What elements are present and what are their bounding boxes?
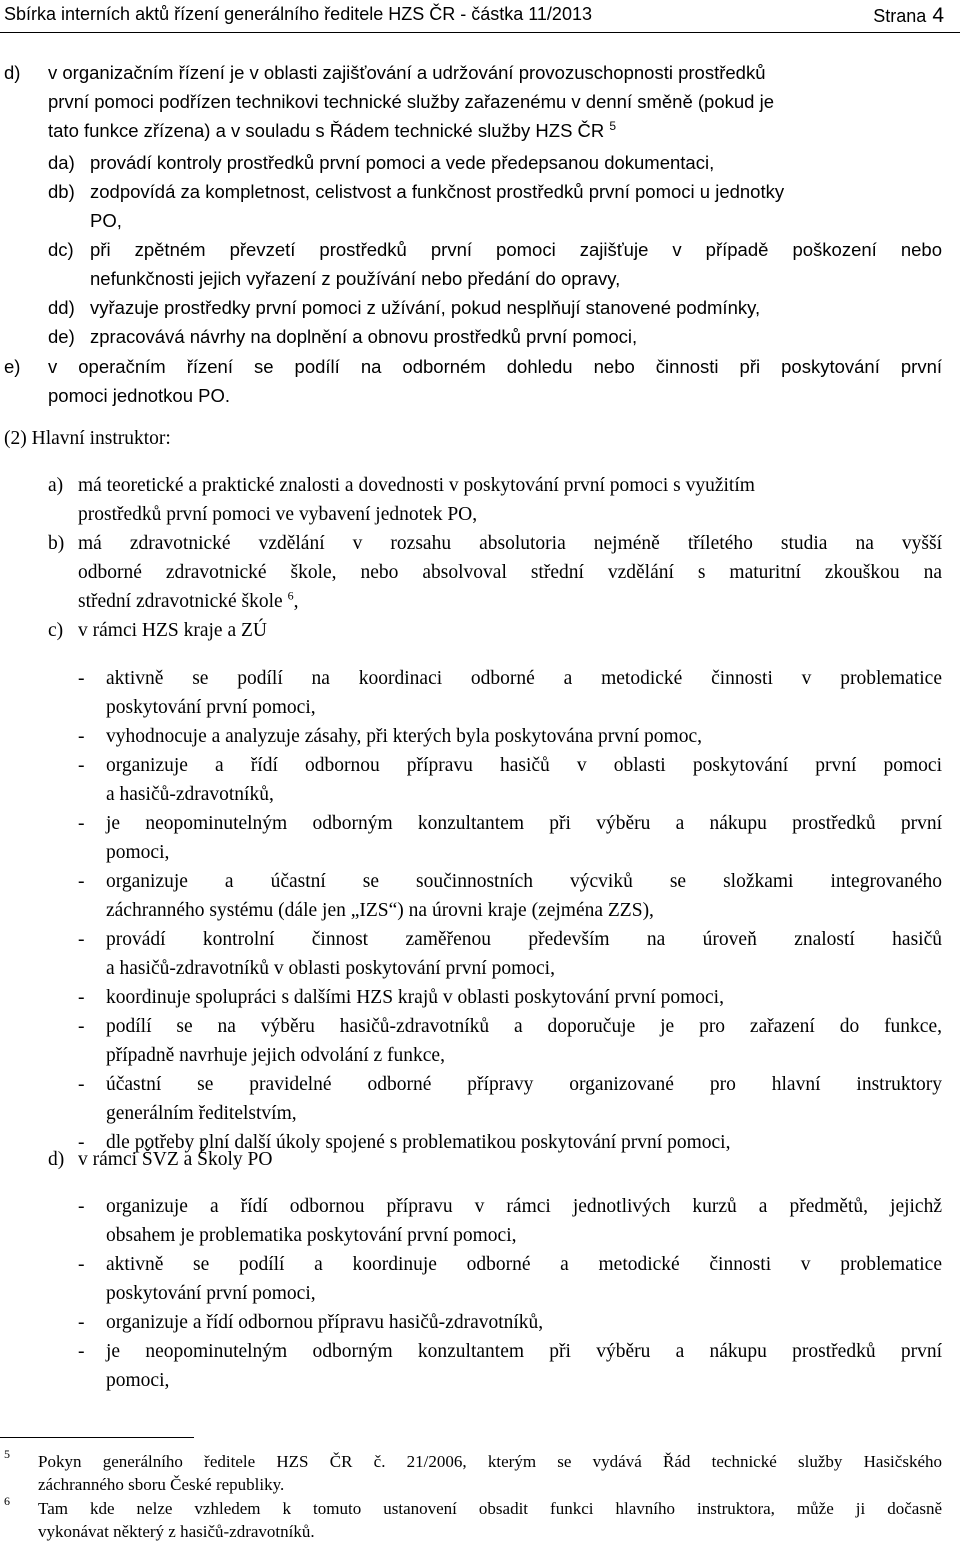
- c-bullet-marker: -: [78, 987, 85, 1008]
- c-bullet-marker: -: [78, 755, 85, 776]
- c-bullet-9-line-1: účastní se pravidelné odborné přípravy organizované pro hlavní instruktory: [106, 1074, 942, 1095]
- d-bullet-4-line-2: pomoci,: [106, 1370, 170, 1391]
- c-bullet-9-line-2: generálním ředitelstvím,: [106, 1103, 297, 1124]
- header-divider: [0, 32, 960, 33]
- page-number: 4: [932, 4, 944, 27]
- document-title: Sbírka interních aktů řízení generálního ředitele HZS ČR - částka 11/2013: [4, 4, 592, 24]
- c-bullet-4-line-2: pomoci,: [106, 842, 170, 863]
- section-2-title: Hlavní instruktor:: [31, 428, 171, 449]
- d-bullet-marker: -: [78, 1254, 85, 1275]
- footnote-divider: [0, 1437, 194, 1438]
- section-2-label: (2): [4, 428, 27, 449]
- footnote-6-line-1: Tam kde nelze vzhledem k tomuto ustanovení obsadit funkci hlavního instruktora, může ji dočasně: [38, 1499, 942, 1518]
- footnote-5-number: 5: [4, 1447, 10, 1461]
- item-de-label: de): [48, 326, 75, 347]
- item-da-label: da): [48, 152, 75, 173]
- c-bullet-marker: -: [78, 871, 85, 892]
- section-d-line-2: první pomoci podřízen technikovi technické služby zařazenému v denní směně (pokud je: [48, 91, 774, 112]
- c-bullet-marker: -: [78, 726, 85, 747]
- item-dd-text: vyřazuje prostředky první pomoci z užívání, pokud nesplňují stanovené podmínky,: [90, 297, 761, 318]
- item-db-text-2: PO,: [90, 210, 122, 231]
- c-bullet-marker: -: [78, 668, 85, 689]
- c-bullet-4-line-1: je neopominutelným odborným konzultantem při výběru a nákupu prostředků první: [106, 813, 942, 834]
- section-d-line-3: tato funkce zřízena) a v souladu s Řádem technické služby HZS ČR $^5$: [48, 118, 617, 141]
- c-bullet-marker: -: [78, 813, 85, 834]
- item-a-text-1: má teoretické a praktické znalosti a dovednosti v poskytování první pomoci s využitím: [78, 475, 755, 496]
- c-bullet-8-line-2: případně navrhuje jejich odvolání z funkce,: [106, 1045, 445, 1066]
- d-bullet-marker: -: [78, 1341, 85, 1362]
- c-bullet-marker: -: [78, 929, 85, 950]
- section-e-line-2: pomoci jednotkou PO.: [48, 385, 231, 406]
- section-d-line-1: v organizačním řízení je v oblasti zajišťování a udržování provozuschopnosti prostředků: [48, 62, 766, 83]
- c-bullet-5-line-1: organizuje a účastní se součinnostních výcviků se složkami integrovaného: [106, 871, 942, 892]
- section-e-line-1: v operačním řízení se podílí na odborném dohledu nebo činnosti při poskytování první: [48, 356, 942, 377]
- c-bullet-marker: -: [78, 1016, 85, 1037]
- page-header: [4, 4, 944, 26]
- c-bullet-3-line-2: a hasičů-zdravotníků,: [106, 784, 274, 805]
- c-bullet-10-line-1: dle potřeby plní další úkoly spojené s problematikou poskytování první pomoci,: [106, 1132, 731, 1153]
- page-label: Strana: [873, 6, 927, 26]
- item-b-text-1: má zdravotnické vzdělání v rozsahu absolutoria nejméně tříletého studia na vyšší: [78, 533, 942, 554]
- item-da-text: provádí kontroly prostředků první pomoci a vede předepsanou dokumentaci,: [90, 152, 715, 173]
- c-bullet-1-line-1: aktivně se podílí na koordinaci odborné a metodické činnosti v problematice: [106, 668, 942, 689]
- item-b-text-2: odborné zdravotnické škole, nebo absolvoval střední vzdělání s maturitní zkouškou na: [78, 562, 942, 583]
- item-a-label: a): [48, 475, 64, 496]
- c-bullet-2-line-1: vyhodnocuje a analyzuje zásahy, při kterých byla poskytována první pomoc,: [106, 726, 703, 747]
- item-db-text-1: zodpovídá za kompletnost, celistvost a funkčnost prostředků první pomoci u jednotky: [90, 181, 785, 202]
- d-bullet-1-line-1: organizuje a řídí odbornou přípravu v rámci jednotlivých kurzů a předmětů, jejichž: [106, 1196, 942, 1217]
- item-dc-label: dc): [48, 239, 74, 260]
- d-bullet-2-line-1: aktivně se podílí a koordinuje odborné a metodické činnosti v problematice: [106, 1254, 942, 1275]
- section-e-label: e): [4, 356, 21, 377]
- item-a-text-2: prostředků první pomoci ve vybavení jednotek PO,: [78, 504, 478, 525]
- footnote-ref-6[interactable]: 6: [287, 588, 294, 603]
- d-bullet-3-line-1: organizuje a řídí odbornou přípravu hasičů-zdravotníků,: [106, 1312, 544, 1333]
- item-b-label: b): [48, 533, 65, 554]
- c-bullet-6-line-2: a hasičů-zdravotníků v oblasti poskytování první pomoci,: [106, 958, 555, 979]
- c-bullet-3-line-1: organizuje a řídí odbornou přípravu hasičů v oblasti poskytování první pomoci: [106, 755, 942, 776]
- d-bullet-marker: -: [78, 1312, 85, 1333]
- page-indicator: [873, 4, 944, 28]
- footnote-5-line-1: Pokyn generálního ředitele HZS ČR č. 21/2006, kterým se vydává Řád technické služby Hasičského: [38, 1452, 942, 1471]
- c-bullet-6-line-1: provádí kontrolní činnost zaměřenou především na úroveň znalostí hasičů: [106, 929, 942, 950]
- d-bullet-1-line-2: obsahem je problematika poskytování první pomoci,: [106, 1225, 517, 1246]
- footnote-ref-5[interactable]: 5: [609, 118, 617, 133]
- c-bullet-marker: -: [78, 1074, 85, 1095]
- item-c-title: v rámci HZS kraje a ZÚ: [78, 620, 267, 641]
- c-bullet-8-line-1: podílí se na výběru hasičů-zdravotníků a doporučuje je pro zařazení do funkce,: [106, 1016, 942, 1037]
- d-bullet-2-line-2: poskytování první pomoci,: [106, 1283, 316, 1304]
- item-dc-text-1: při zpětném převzetí prostředků první pomoci zajišťuje v případě poškození nebo: [90, 239, 942, 260]
- c-bullet-7-line-1: koordinuje spolupráci s dalšími HZS krajů v oblasti poskytování první pomoci,: [106, 987, 724, 1008]
- item-d-label: d): [48, 1149, 65, 1170]
- item-c-label: c): [48, 620, 64, 641]
- c-bullet-1-line-2: poskytování první pomoci,: [106, 697, 316, 718]
- d-bullet-marker: -: [78, 1196, 85, 1217]
- footnote-5-line-2: záchranného sboru České republiky.: [38, 1475, 285, 1494]
- d-bullet-4-line-1: je neopominutelným odborným konzultantem při výběru a nákupu prostředků první: [106, 1341, 942, 1362]
- footnote-6-line-2: vykonávat některý z hasičů-zdravotníků.: [38, 1522, 315, 1541]
- footnote-6-number: 6: [4, 1494, 10, 1508]
- item-dc-text-2: nefunkčnosti jejich vyřazení z používání nebo předání do opravy,: [90, 268, 621, 289]
- item-dd-label: dd): [48, 297, 75, 318]
- item-de-text: zpracovává návrhy na doplnění a obnovu prostředků první pomoci,: [90, 326, 638, 347]
- c-bullet-5-line-2: záchranného systému (dále jen „IZS“) na úrovni kraje (zejména ZZS),: [106, 900, 654, 921]
- item-d-title: v rámci ŠVZ a Školy PO: [78, 1149, 273, 1170]
- item-db-label: db): [48, 181, 75, 202]
- c-bullet-marker: -: [78, 1132, 85, 1153]
- item-b-text-3: střední zdravotnické škole $^6$,: [78, 588, 299, 612]
- section-2-heading: [4, 424, 171, 453]
- section-d-label: d): [4, 62, 21, 83]
